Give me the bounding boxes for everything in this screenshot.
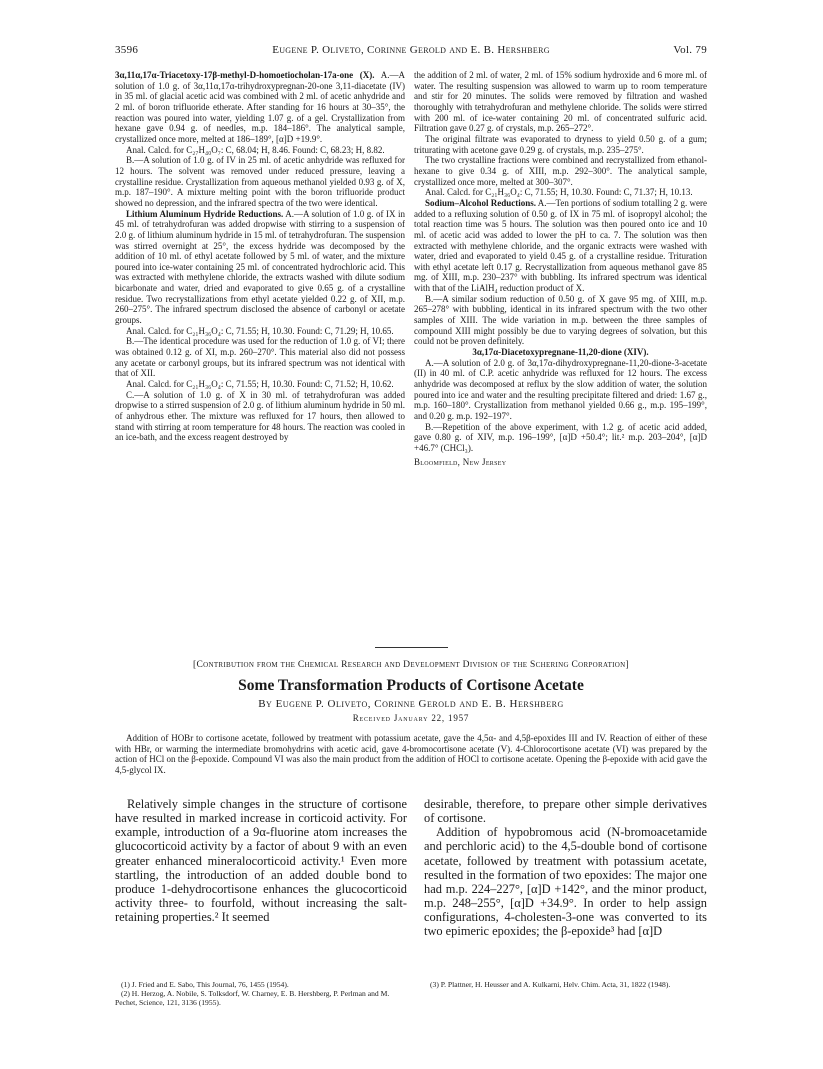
body-left-column — [115, 797, 407, 924]
volume-number: Vol. 79 — [673, 44, 707, 56]
compound-heading: 3α,11α,17α-Triacetoxy-17β-methyl-D-homoetiocholan-17a-one (X). — [115, 70, 375, 80]
body-right-column — [424, 797, 707, 939]
footnote: (1) J. Fried and E. Sabo, This Journal, 76, 1455 (1954). — [121, 980, 289, 989]
footnote: (2) H. Herzog, A. Nobile, S. Tolksdorf, W. Charney, E. B. Hershberg, P. Perlman and M. Pechet, Science, 121, 3136 (1955). — [115, 989, 390, 1008]
paragraph: B.—The identical procedure was used for the reduction of 1.0 g. of VI; there was obtained 0.12 g. of XI, m.p. 260–270°. This material also did not possess any acetate or carbonyl groups, but its infrared spectrum was not identical with that of XII. — [115, 336, 405, 379]
paragraph — [115, 209, 405, 326]
compound-heading: 3α,17α-Diacetoxypregnane-11,20-dione (XIV). — [472, 347, 649, 358]
paragraph: Addition of hypobromous acid (N-bromoacetamide and perchloric acid) to the 4,5-double bond of cortisone acetate, followed by treatment with potassium acetate, resulted in the formation of two epoxides: The major one had m.p. 224–227°, [α]D +142°, and the minor product, m.p. 248–255°, [α]D +34.9°. In order to help assign configurations, 4-cholesten-3-one was converted to its two epimeric epoxides; the β-epoxide³ had [α]D — [424, 825, 707, 939]
paragraph — [115, 70, 405, 145]
paragraph: C.—A solution of 1.0 g. of X in 30 ml. of tetrahydrofuran was added dropwise to a stirred suspension of 2.0 g. of lithium aluminum hydride in 50 ml. of anhydrous ether. The mixture was refluxed for 17 hours, then allowed to stand with stirring at room temperature for 48 hours. The reaction was cooled in an ice-bath, and the excess reagent destroyed by — [115, 389, 405, 443]
analysis-paragraph: Anal. Calcd. for C₂₇H₄₀O₇: C, 68.04; H, 8.46. Found: C, 68.23; H, 8.82. — [126, 144, 385, 155]
paragraph: the addition of 2 ml. of water, 2 ml. of 15% sodium hydroxide and 6 more ml. of water. The resulting suspension was allowed to warm up to room temperature and stir for 20 minutes. The solids were removed by filtration and washed thoroughly with tetrahydrofuran and methylene chloride. The solids were stirred with 200 ml. of ice-water containing 20 ml. of concentrated sulfuric acid. Filtration gave 0.27 g. of crystals, m.p. 265–272°. — [414, 70, 707, 134]
paragraph: B.—A similar sodium reduction of 0.50 g. of X gave 95 mg. of XIII, m.p. 265–278° with bubbling, identical in its infrared spectrum with the two other samples of XIII. The wide variation in m.p. between the three samples of compound XIII might possibly be due to varying degrees of solvation, but this could not be proven definitely. — [414, 293, 707, 347]
left-column — [115, 70, 405, 443]
paragraph: A.—A solution of 2.0 g. of 3α,17α-dihydroxypregnane-11,20-dione-3-acetate (II) in 40 ml. of C.P. acetic anhydride was refluxed for 12 hours. The excess anhydride was decomposed at reflux by the slow addition of water, the solution poured into ice and water and the resulting precipitate filtered and dried: 1.67 g., m.p. 160–180°. Crystallization from methanol yielded 0.66 g., m.p. 195–199°, and 0.20 g. m.p. 192–197°. — [414, 357, 707, 421]
paragraph: Relatively simple changes in the structure of cortisone have resulted in marked increase in corticoid activity. For example, introduction of a 9α-fluorine atom increases the glucocorticoid activity by a factor of about 9 with an even greater enhanced mineralocorticoid activity.¹ Even more startling, the introduction of an added double bond to produce 1-dehydrocortisone enhances the glucocorticoid activity three- to fourfold, without increasing the salt-retaining properties.² It seemed — [115, 797, 407, 925]
page-number: 3596 — [115, 44, 139, 56]
received-date: Received January 22, 1957 — [352, 713, 470, 723]
running-header — [115, 44, 707, 60]
paragraph: The two crystalline fractions were combined and recrystallized from ethanol-hexane to give 0.34 g. of XIII, m.p. 292–300°. The analytical sample, crystallized once more, melted at 300–307°. — [414, 155, 707, 187]
header-authors: Eugene P. Oliveto, Corinne Gerold and E. B. Hershberg — [272, 44, 550, 56]
analysis-paragraph: Anal. Calcd. for C₂₁H₃₆O₄: C, 71.55; H, 10.30. Found: C, 71.37; H, 10.13. — [425, 187, 693, 198]
section-heading: Sodium–Alcohol Reductions. — [425, 197, 537, 208]
footnotes-right — [424, 980, 707, 989]
paragraph-text: A.—Ten portions of sodium totalling 2 g. were added to a refluxing solution of 0.50 g. of IX in 75 ml. of isopropyl alcohol; the total reaction time was 5 hours. The solution was then poured onto ice and 10 ml. of acetic acid was added to lower the pH to ca. 7. The solution was then extracted with methylene chloride, and the organic extracts were washed with water, dried and evaporated to yield 0.45 g. of a crystalline residue. Trituration with ethyl acetate left 0.17 g. Recrystallization from aqueous methanol gave 85 mg. of XIII, m.p. 230–237° with bubbling. Its infrared spectrum was identical with that of the LiAlH₄ reduction product of X. — [414, 197, 707, 294]
paragraph: B.—Repetition of the above experiment, with 1.2 g. of acetic acid added, gave 0.80 g. of XIV, m.p. 196–199°, [α]D +50.4°; lit.² m.p. 203–204°, [α]D +46.7° (CHCl₃). — [414, 421, 707, 453]
divider — [375, 647, 448, 648]
footnotes-left — [115, 980, 407, 1008]
article-title: Some Transformation Products of Cortisone Acetate — [238, 677, 584, 694]
analysis-paragraph: Anal. Calcd. for C₂₁H₃₆O₄: C, 71.55; H, 10.30. Found: C, 71.52; H, 10.62. — [126, 379, 394, 390]
paragraph: The original filtrate was evaporated to dryness to yield 0.50 g. of a gum; triturating with acetone gave 0.29 g. of crystals, m.p. 235–275°. — [414, 133, 707, 155]
right-column — [414, 70, 707, 467]
footnote: (3) P. Plattner, H. Heusser and A. Kulkarni, Helv. Chim. Acta, 31, 1822 (1948). — [430, 980, 671, 989]
location: Bloomfield, New Jersey — [414, 456, 507, 467]
paragraph-text: A.—A solution of 1.0 g. of IX in 45 ml. of tetrahydrofuran was added dropwise with stirring to a suspension of 2.0 g. of lithium aluminum hydride in 15 ml. of tetrahydrofuran. The suspension was stirred overnight at 25°, the excess hydride was decomposed by the addition of 10 ml. of ethyl acetate followed by 5 ml. of water, and the mixture poured into ice-water containing 25 ml. of concentrated hydrochloric acid. This was extracted with methylene chloride, the extracts washed with dilute sodium bicarbonate and water, dried and evaporated to give 0.65 g. of a crystalline residue. Two recrystallizations from ethyl acetate yielded 0.22 g. of XII, m.p. 260–275°. The infrared spectrum disclosed the absence of carbonyl or acetate groups. — [115, 208, 405, 326]
paragraph-text: A.—A solution of 1.0 g. of 3α,11α,17α-trihydroxypregnan-20-one 3,11-diacetate (IV) in 35 ml. of glacial acetic acid was combined with 2 ml. of acetic anhydride and 2 ml. of boron trifluoride etherate. After standing for 16 hours at 30–35°, the reaction was poured into water, yielding 1.07 g. of a gel. Crystallization from hexane gave 0.94 g. of needles, m.p. 184–186°. The analytical sample, crystallized once more, melted at 186–189°, [α]D +19.9°. — [115, 70, 405, 144]
section-heading: Lithium Aluminum Hydride Reductions. — [126, 208, 284, 219]
paragraph — [414, 198, 707, 294]
byline: By Eugene P. Oliveto, Corinne Gerold and E. B. Hershberg — [258, 698, 564, 710]
paragraph: B.—A solution of 1.0 g. of IV in 25 ml. of acetic anhydride was refluxed for 12 hours. The solvent was removed under reduced pressure, leaving a crystalline residue. Crystallization from aqueous methanol yielded 0.93 g. of X, m.p. 187–190°. A mixture melting point with the boron trifluoride product showed no depression, and the infrared spectra of the two were identical. — [115, 155, 405, 208]
analysis-paragraph: Anal. Calcd. for C₂₁H₃₆O₄: C, 71.55; H, 10.30. Found: C, 71.29; H, 10.65. — [126, 325, 394, 336]
paragraph: desirable, therefore, to prepare other simple derivatives of cortisone. — [424, 797, 707, 826]
contribution-line: [Contribution from the Chemical Research and Development Division of the Schering Corporation] — [193, 660, 629, 670]
abstract: Addition of HOBr to cortisone acetate, followed by treatment with potassium acetate, gave the 4,5α- and 4,5β-epoxides III and IV. Reaction of either of these with HBr, or warming the intermediate bromohydrins with acetic acid, gave 4-bromocortisone acetate (V). 4-Chlorocortisone acetate (VI) was prepared by the action of HCl on the β-epoxide. Compound VI was also the main product from the addition of HOCl to cortisone acetate. Opening the β-epoxide with acid gave the 4,5-glycol IX. — [115, 733, 707, 776]
